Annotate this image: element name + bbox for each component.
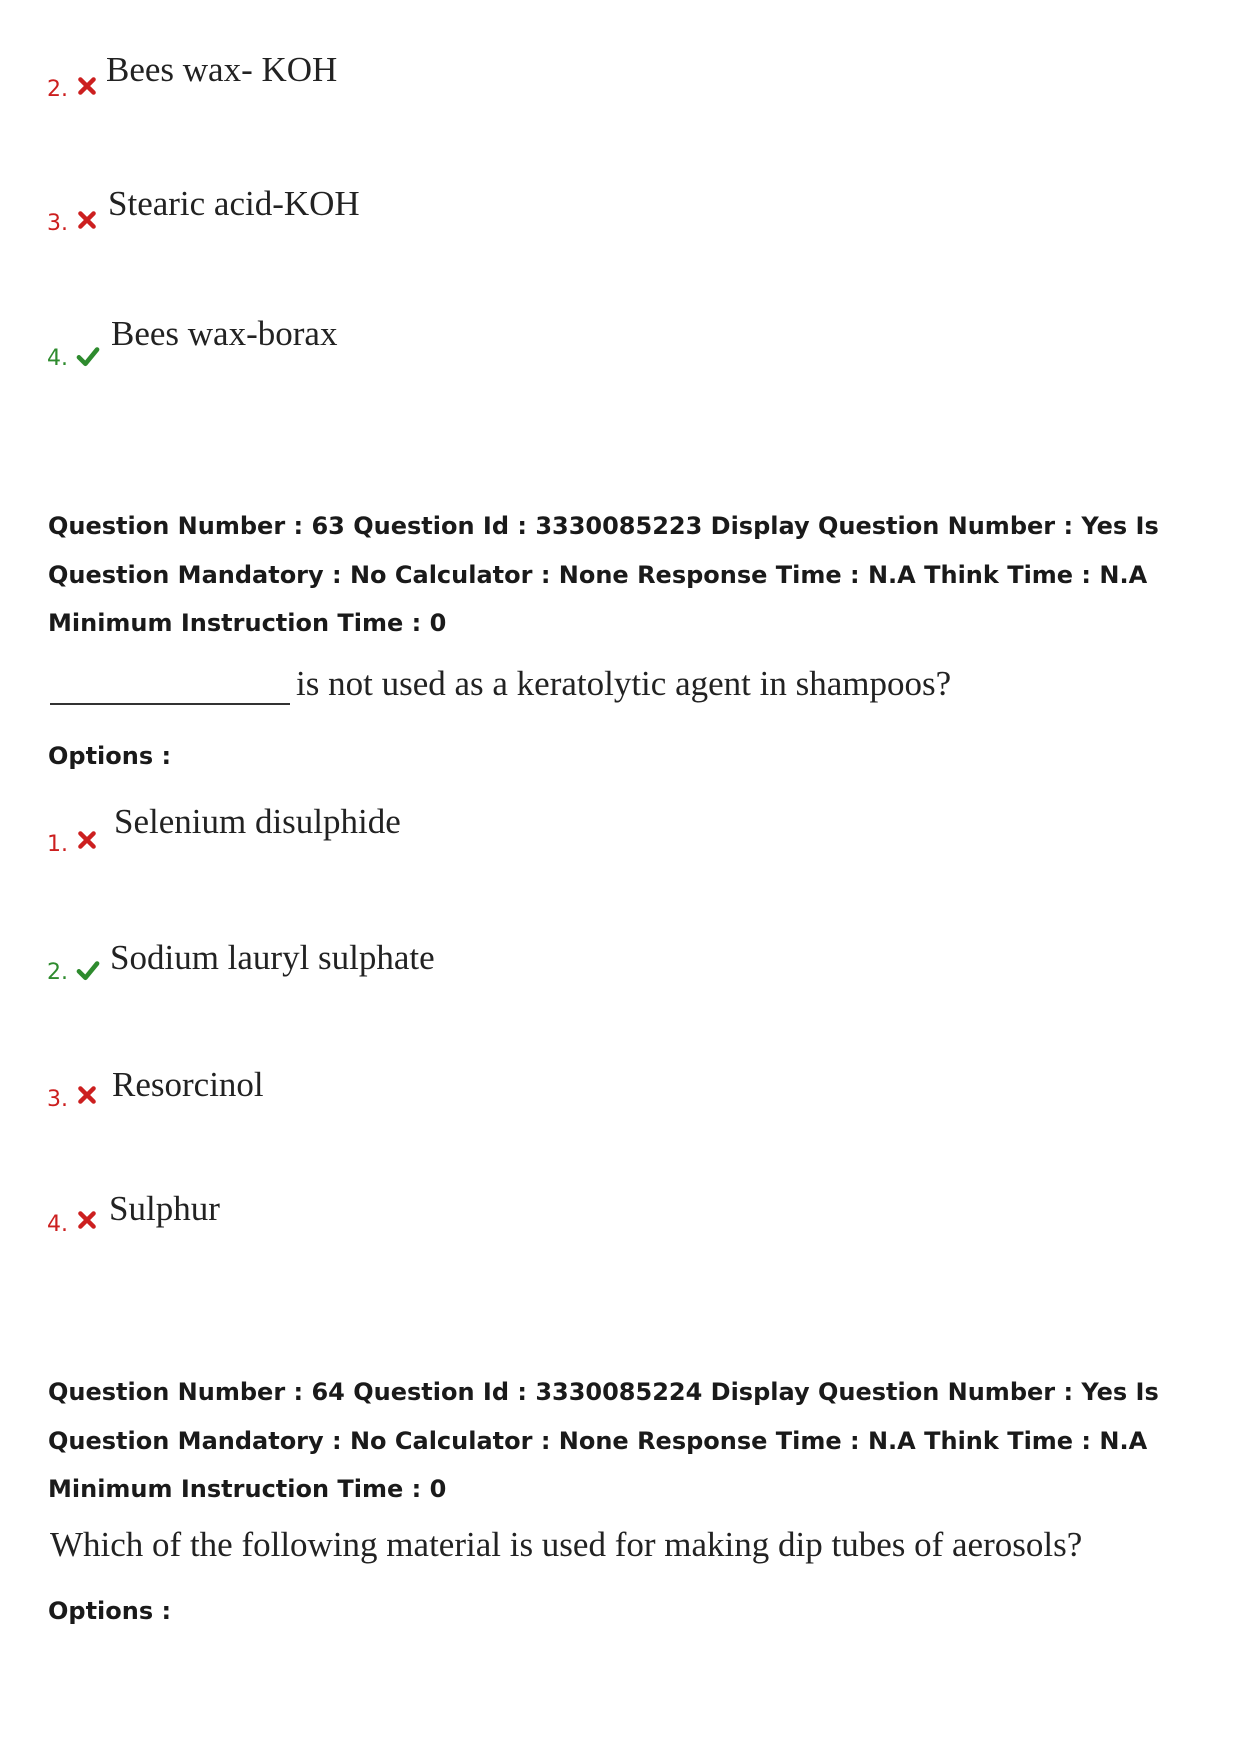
answer-blank — [50, 703, 290, 705]
cross-icon — [76, 209, 98, 231]
option-text: Resorcinol — [112, 1065, 264, 1104]
cross-icon — [76, 1084, 98, 1106]
option-number: 3. — [47, 1087, 68, 1112]
question-63-text: is not used as a keratolytic agent in shampoos? — [296, 664, 952, 703]
option-number: 4. — [47, 346, 68, 371]
check-icon — [75, 957, 101, 983]
options-label: Options : — [48, 742, 172, 770]
question-63-meta: Question Number : 63 Question Id : 3330085223 Display Question Number : Yes Is Question Mandatory : No Calculator : None Response Time : N.A Think Time : N.A Minimum Instruction Time : 0 — [48, 512, 1159, 637]
cross-icon — [76, 1209, 98, 1231]
option-text: Stearic acid-KOH — [108, 184, 360, 223]
options-label: Options : — [48, 1597, 172, 1625]
cross-icon — [76, 829, 98, 851]
question-64-meta: Question Number : 64 Question Id : 3330085224 Display Question Number : Yes Is Question Mandatory : No Calculator : None Response Time : N.A Think Time : N.A Minimum Instruction Time : 0 — [48, 1378, 1159, 1503]
option-text: Bees wax-borax — [111, 314, 338, 353]
option-number: 3. — [47, 211, 68, 236]
option-number: 4. — [47, 1212, 68, 1237]
check-icon — [75, 343, 101, 369]
cross-icon — [76, 75, 98, 97]
option-text: Sulphur — [109, 1189, 220, 1228]
option-number: 1. — [47, 832, 68, 857]
option-number: 2. — [47, 960, 68, 985]
option-number: 2. — [47, 77, 68, 102]
option-text: Sodium lauryl sulphate — [110, 938, 435, 977]
option-text: Bees wax- KOH — [106, 50, 338, 89]
option-text: Selenium disulphide — [114, 802, 401, 841]
question-64-text: Which of the following material is used for making dip tubes of aerosols? — [50, 1525, 1083, 1564]
